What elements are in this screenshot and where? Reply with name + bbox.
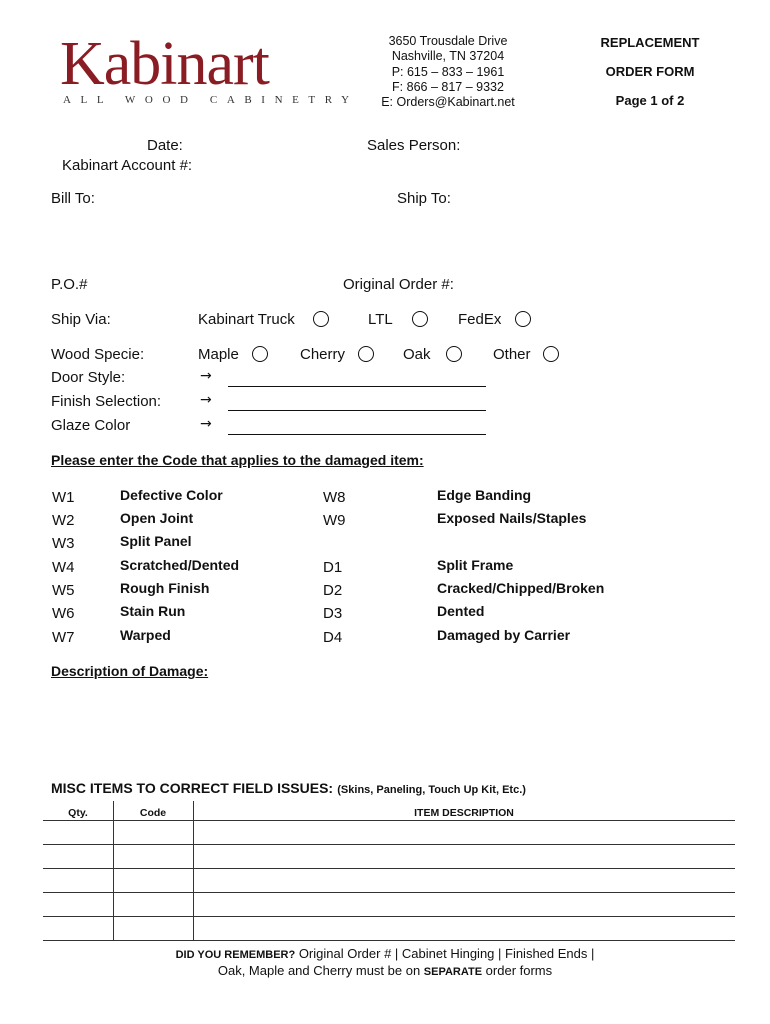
- arrow-right-icon: →: [200, 416, 212, 432]
- code-d3-desc: Dented: [437, 603, 485, 619]
- code-w8: W8: [323, 489, 346, 506]
- page-number: Page 1 of 2: [615, 93, 685, 108]
- col-qty-header: Qty.: [68, 807, 88, 819]
- code-d1: D1: [323, 559, 343, 576]
- table-row-line: [43, 868, 735, 869]
- table-row[interactable]: [43, 845, 112, 867]
- table-row[interactable]: [43, 821, 112, 843]
- code-w6-desc: Stain Run: [120, 603, 186, 619]
- description-heading: Description of Damage:: [51, 663, 209, 679]
- code-d1-desc: Split Frame: [437, 557, 514, 573]
- glaze-color-field[interactable]: [228, 434, 486, 435]
- sales-person-label: Sales Person:: [367, 137, 461, 154]
- wood-option-oak: Oak: [403, 346, 431, 363]
- code-d2-desc: Cracked/Chipped/Broken: [437, 580, 605, 596]
- footer-note-c: order forms: [482, 963, 553, 978]
- column-divider: [113, 801, 114, 940]
- table-row-line: [43, 916, 735, 917]
- arrow-right-icon: →: [200, 392, 212, 408]
- table-row[interactable]: [43, 917, 112, 939]
- date-label: Date:: [147, 137, 183, 154]
- table-row-line: [43, 844, 735, 845]
- address-fax: F: 866 – 817 – 9332: [392, 79, 504, 94]
- door-style-label: Door Style:: [51, 369, 126, 386]
- code-w8-desc: Edge Banding: [437, 487, 532, 503]
- misc-heading: MISC ITEMS TO CORRECT FIELD ISSUES:: [51, 780, 334, 796]
- ship-option-kabinart-truck: Kabinart Truck: [198, 311, 295, 328]
- code-d4-desc: Damaged by Carrier: [437, 627, 571, 643]
- ship-kabinart-truck-radio[interactable]: [313, 311, 329, 327]
- code-d4: D4: [323, 629, 343, 646]
- table-row-line: [43, 940, 735, 941]
- ship-option-ltl: LTL: [368, 311, 393, 328]
- code-w7-desc: Warped: [120, 627, 171, 643]
- address-phone: P: 615 – 833 – 1961: [391, 64, 505, 79]
- ship-option-fedex: FedEx: [458, 311, 502, 328]
- footer-line-2: [0, 963, 770, 978]
- codes-heading: Please enter the Code that applies to the damaged item:: [51, 452, 424, 468]
- code-w2: W2: [52, 512, 75, 529]
- wood-option-maple: Maple: [198, 346, 239, 363]
- table-row[interactable]: [43, 869, 112, 891]
- address-city: Nashville, TN 37204: [391, 49, 505, 64]
- code-w7: W7: [52, 629, 75, 646]
- form-title: REPLACEMENT: [600, 35, 700, 50]
- code-w9-desc: Exposed Nails/Staples: [437, 510, 587, 526]
- table-row-line: [43, 820, 735, 821]
- wood-other-radio[interactable]: [543, 346, 559, 362]
- footer-remember-items: Original Order # | Cabinet Hinging | Finished Ends |: [295, 946, 595, 961]
- ship-to-label: Ship To:: [397, 190, 451, 207]
- code-w1-desc: Defective Color: [120, 487, 223, 503]
- wood-cherry-radio[interactable]: [358, 346, 374, 362]
- wood-oak-radio[interactable]: [446, 346, 462, 362]
- ship-via-label: Ship Via:: [51, 311, 111, 328]
- code-d3: D3: [323, 605, 343, 622]
- wood-option-other: Other: [493, 346, 531, 363]
- ship-ltl-radio[interactable]: [412, 311, 428, 327]
- code-w6: W6: [52, 605, 75, 622]
- wood-option-cherry: Cherry: [300, 346, 346, 363]
- footer-note-separate: SEPARATE: [423, 966, 483, 978]
- col-description-header: ITEM DESCRIPTION: [414, 807, 514, 819]
- address-email: E: Orders@Kabinart.net: [381, 95, 515, 110]
- company-address: [363, 34, 533, 110]
- finish-selection-field[interactable]: [228, 410, 486, 411]
- wood-maple-radio[interactable]: [252, 346, 268, 362]
- door-style-field[interactable]: [228, 386, 486, 387]
- arrow-right-icon: →: [200, 368, 212, 384]
- company-logo: Kabinart: [60, 30, 269, 98]
- code-w2-desc: Open Joint: [120, 510, 194, 526]
- original-order-label: Original Order #:: [343, 276, 454, 293]
- code-d2: D2: [323, 582, 343, 599]
- code-w5-desc: Rough Finish: [120, 580, 210, 596]
- footer-remember: DID YOU REMEMBER?: [175, 949, 296, 961]
- code-w5: W5: [52, 582, 75, 599]
- column-divider: [193, 801, 194, 940]
- code-w3-desc: Split Panel: [120, 533, 192, 549]
- bill-to-label: Bill To:: [51, 190, 95, 207]
- glaze-color-label: Glaze Color: [51, 417, 131, 434]
- finish-selection-label: Finish Selection:: [51, 393, 162, 410]
- code-w4: W4: [52, 559, 75, 576]
- footer-line-1: [0, 946, 770, 961]
- account-label: Kabinart Account #:: [62, 157, 193, 174]
- address-street: 3650 Trousdale Drive: [388, 34, 508, 48]
- code-w9: W9: [323, 512, 346, 529]
- po-label: P.O.#: [51, 276, 88, 293]
- misc-heading-row: [51, 780, 526, 797]
- col-code-header: Code: [139, 807, 167, 819]
- company-tagline: ALL WOOD CABINETRY: [63, 94, 359, 106]
- table-row-line: [43, 892, 735, 893]
- code-w4-desc: Scratched/Dented: [120, 557, 240, 573]
- code-w3: W3: [52, 535, 75, 552]
- description-area[interactable]: [51, 688, 731, 773]
- wood-specie-label: Wood Specie:: [51, 346, 145, 363]
- misc-subheading: (Skins, Paneling, Touch Up Kit, Etc.): [337, 784, 526, 796]
- table-row[interactable]: [43, 893, 112, 915]
- footer-note-a: Oak, Maple and Cherry must be on: [217, 963, 424, 978]
- form-subtitle: ORDER FORM: [605, 64, 695, 79]
- ship-fedex-radio[interactable]: [515, 311, 531, 327]
- code-w1: W1: [52, 489, 75, 506]
